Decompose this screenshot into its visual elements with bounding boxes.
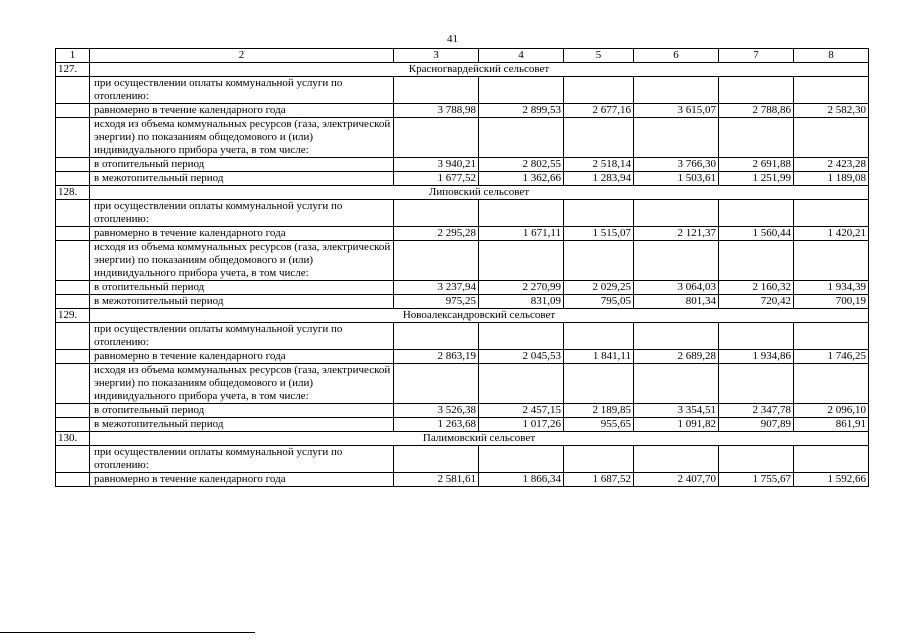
table-row — [56, 473, 869, 487]
column-header: 4 — [479, 49, 564, 63]
value-cell: 2 423,28 — [794, 158, 869, 172]
table-row — [56, 350, 869, 364]
table-row — [56, 295, 869, 309]
value-cell: 700,19 — [794, 295, 869, 309]
value-cell — [564, 241, 634, 281]
value-cell — [479, 118, 564, 158]
column-header: 2 — [90, 49, 394, 63]
section-title: Палимовский сельсовет — [90, 432, 869, 446]
value-cell: 795,05 — [564, 295, 634, 309]
row-label: при осуществлении оплаты коммунальной услуги по отоплению: — [90, 323, 394, 350]
empty-cell — [56, 281, 90, 295]
column-header: 8 — [794, 49, 869, 63]
row-label: равномерно в течение календарного года — [90, 350, 394, 364]
empty-cell — [56, 172, 90, 186]
value-cell: 1 934,39 — [794, 281, 869, 295]
value-cell — [479, 446, 564, 473]
value-cell — [794, 364, 869, 404]
value-cell: 955,65 — [564, 418, 634, 432]
value-cell — [479, 200, 564, 227]
value-cell: 2 691,88 — [719, 158, 794, 172]
value-cell: 3 526,38 — [394, 404, 479, 418]
value-cell — [479, 77, 564, 104]
empty-cell — [56, 446, 90, 473]
table-row — [56, 446, 869, 473]
section-title: Липовский сельсовет — [90, 186, 869, 200]
value-cell: 2 045,53 — [479, 350, 564, 364]
value-cell: 831,09 — [479, 295, 564, 309]
value-cell: 1 687,52 — [564, 473, 634, 487]
empty-cell — [56, 241, 90, 281]
value-cell: 1 091,82 — [634, 418, 719, 432]
row-label: при осуществлении оплаты коммунальной услуги по отоплению: — [90, 200, 394, 227]
value-cell — [394, 446, 479, 473]
value-cell — [634, 364, 719, 404]
row-label: исходя из объема коммунальных ресурсов (газа, электрической энергии) по показаниям общедомового и (или) индивидуального прибора учета, в том числе: — [90, 241, 394, 281]
value-cell — [394, 323, 479, 350]
value-cell — [794, 77, 869, 104]
value-cell: 2 407,70 — [634, 473, 719, 487]
value-cell — [479, 323, 564, 350]
value-cell: 3 237,94 — [394, 281, 479, 295]
value-cell: 2 347,78 — [719, 404, 794, 418]
row-label: в межотопительный период — [90, 418, 394, 432]
table-row — [56, 323, 869, 350]
row-label: равномерно в течение календарного года — [90, 104, 394, 118]
value-cell — [479, 364, 564, 404]
table-row — [56, 118, 869, 158]
value-cell: 1 189,08 — [794, 172, 869, 186]
value-cell — [394, 77, 479, 104]
value-cell — [394, 118, 479, 158]
empty-cell — [56, 323, 90, 350]
table-row — [56, 200, 869, 227]
value-cell: 1 503,61 — [634, 172, 719, 186]
table-row — [56, 364, 869, 404]
value-cell: 2 189,85 — [564, 404, 634, 418]
empty-cell — [56, 227, 90, 241]
table-row — [56, 158, 869, 172]
tariff-table — [55, 48, 869, 487]
value-cell: 1 592,66 — [794, 473, 869, 487]
value-cell — [564, 364, 634, 404]
row-label: при осуществлении оплаты коммунальной услуги по отоплению: — [90, 77, 394, 104]
value-cell: 1 283,94 — [564, 172, 634, 186]
value-cell: 2 677,16 — [564, 104, 634, 118]
value-cell: 2 457,15 — [479, 404, 564, 418]
column-header: 5 — [564, 49, 634, 63]
row-label: в межотопительный период — [90, 172, 394, 186]
value-cell — [634, 323, 719, 350]
value-cell: 3 940,21 — [394, 158, 479, 172]
value-cell — [394, 241, 479, 281]
table-row — [56, 241, 869, 281]
value-cell — [719, 241, 794, 281]
value-cell: 907,89 — [719, 418, 794, 432]
value-cell — [564, 323, 634, 350]
section-number: 130. — [56, 432, 90, 446]
value-cell — [719, 446, 794, 473]
value-cell — [564, 446, 634, 473]
value-cell: 2 160,32 — [719, 281, 794, 295]
value-cell: 1 263,68 — [394, 418, 479, 432]
value-cell: 2 863,19 — [394, 350, 479, 364]
section-number: 128. — [56, 186, 90, 200]
value-cell: 1 866,34 — [479, 473, 564, 487]
value-cell: 1 841,11 — [564, 350, 634, 364]
table-row — [56, 418, 869, 432]
value-cell: 2 689,28 — [634, 350, 719, 364]
column-header: 7 — [719, 49, 794, 63]
value-cell: 2 096,10 — [794, 404, 869, 418]
table-row — [56, 77, 869, 104]
value-cell — [719, 364, 794, 404]
value-cell — [634, 118, 719, 158]
value-cell: 2 029,25 — [564, 281, 634, 295]
empty-cell — [56, 364, 90, 404]
value-cell: 1 017,26 — [479, 418, 564, 432]
empty-cell — [56, 404, 90, 418]
section-header-row — [56, 432, 869, 446]
value-cell — [479, 241, 564, 281]
value-cell: 1 420,21 — [794, 227, 869, 241]
value-cell: 2 121,37 — [634, 227, 719, 241]
value-cell: 1 251,99 — [719, 172, 794, 186]
row-label: равномерно в течение календарного года — [90, 227, 394, 241]
section-number: 129. — [56, 309, 90, 323]
value-cell: 1 746,25 — [794, 350, 869, 364]
column-header: 3 — [394, 49, 479, 63]
value-cell — [794, 118, 869, 158]
column-header: 1 — [56, 49, 90, 63]
section-header-row — [56, 309, 869, 323]
row-label: в отопительный период — [90, 404, 394, 418]
empty-cell — [56, 77, 90, 104]
value-cell — [719, 77, 794, 104]
value-cell: 3 788,98 — [394, 104, 479, 118]
column-header: 6 — [634, 49, 719, 63]
value-cell — [564, 200, 634, 227]
value-cell: 3 354,51 — [634, 404, 719, 418]
value-cell: 2 899,53 — [479, 104, 564, 118]
empty-cell — [56, 473, 90, 487]
value-cell: 2 788,86 — [719, 104, 794, 118]
section-number: 127. — [56, 63, 90, 77]
table-row — [56, 227, 869, 241]
table-row — [56, 281, 869, 295]
value-cell: 1 362,66 — [479, 172, 564, 186]
value-cell: 1 677,52 — [394, 172, 479, 186]
value-cell — [794, 446, 869, 473]
value-cell — [394, 364, 479, 404]
row-label: при осуществлении оплаты коммунальной услуги по отоплению: — [90, 446, 394, 473]
row-label: в межотопительный период — [90, 295, 394, 309]
value-cell: 1 515,07 — [564, 227, 634, 241]
value-cell: 1 560,44 — [719, 227, 794, 241]
value-cell: 3 766,30 — [634, 158, 719, 172]
value-cell: 1 671,11 — [479, 227, 564, 241]
column-number-row — [56, 49, 869, 63]
value-cell — [794, 241, 869, 281]
empty-cell — [56, 158, 90, 172]
section-header-row — [56, 186, 869, 200]
value-cell — [564, 118, 634, 158]
empty-cell — [56, 104, 90, 118]
page-number: 41 — [447, 33, 458, 45]
value-cell — [719, 200, 794, 227]
row-label: в отопительный период — [90, 281, 394, 295]
value-cell: 975,25 — [394, 295, 479, 309]
footnote-rule — [0, 632, 255, 633]
value-cell: 3 615,07 — [634, 104, 719, 118]
value-cell: 2 295,28 — [394, 227, 479, 241]
section-title: Красногвардейский сельсовет — [90, 63, 869, 77]
value-cell: 2 518,14 — [564, 158, 634, 172]
empty-cell — [56, 295, 90, 309]
value-cell: 2 581,61 — [394, 473, 479, 487]
value-cell: 2 582,30 — [794, 104, 869, 118]
value-cell: 801,34 — [634, 295, 719, 309]
value-cell — [634, 446, 719, 473]
section-title: Новоалександровский сельсовет — [90, 309, 869, 323]
empty-cell — [56, 350, 90, 364]
value-cell — [794, 323, 869, 350]
value-cell: 720,42 — [719, 295, 794, 309]
row-label: исходя из объема коммунальных ресурсов (газа, электрической энергии) по показаниям общедомового и (или) индивидуального прибора учета, в том числе: — [90, 118, 394, 158]
value-cell — [719, 118, 794, 158]
row-label: исходя из объема коммунальных ресурсов (газа, электрической энергии) по показаниям общедомового и (или) индивидуального прибора учета, в том числе: — [90, 364, 394, 404]
empty-cell — [56, 418, 90, 432]
value-cell — [719, 323, 794, 350]
value-cell: 861,91 — [794, 418, 869, 432]
empty-cell — [56, 200, 90, 227]
empty-cell — [56, 118, 90, 158]
value-cell — [794, 200, 869, 227]
table-row — [56, 104, 869, 118]
row-label: в отопительный период — [90, 158, 394, 172]
table-row — [56, 404, 869, 418]
table-row — [56, 172, 869, 186]
value-cell: 1 755,67 — [719, 473, 794, 487]
value-cell — [394, 200, 479, 227]
value-cell — [634, 241, 719, 281]
value-cell: 2 270,99 — [479, 281, 564, 295]
value-cell — [564, 77, 634, 104]
row-label: равномерно в течение календарного года — [90, 473, 394, 487]
value-cell — [634, 200, 719, 227]
value-cell: 3 064,03 — [634, 281, 719, 295]
value-cell — [634, 77, 719, 104]
section-header-row — [56, 63, 869, 77]
value-cell: 1 934,86 — [719, 350, 794, 364]
value-cell: 2 802,55 — [479, 158, 564, 172]
